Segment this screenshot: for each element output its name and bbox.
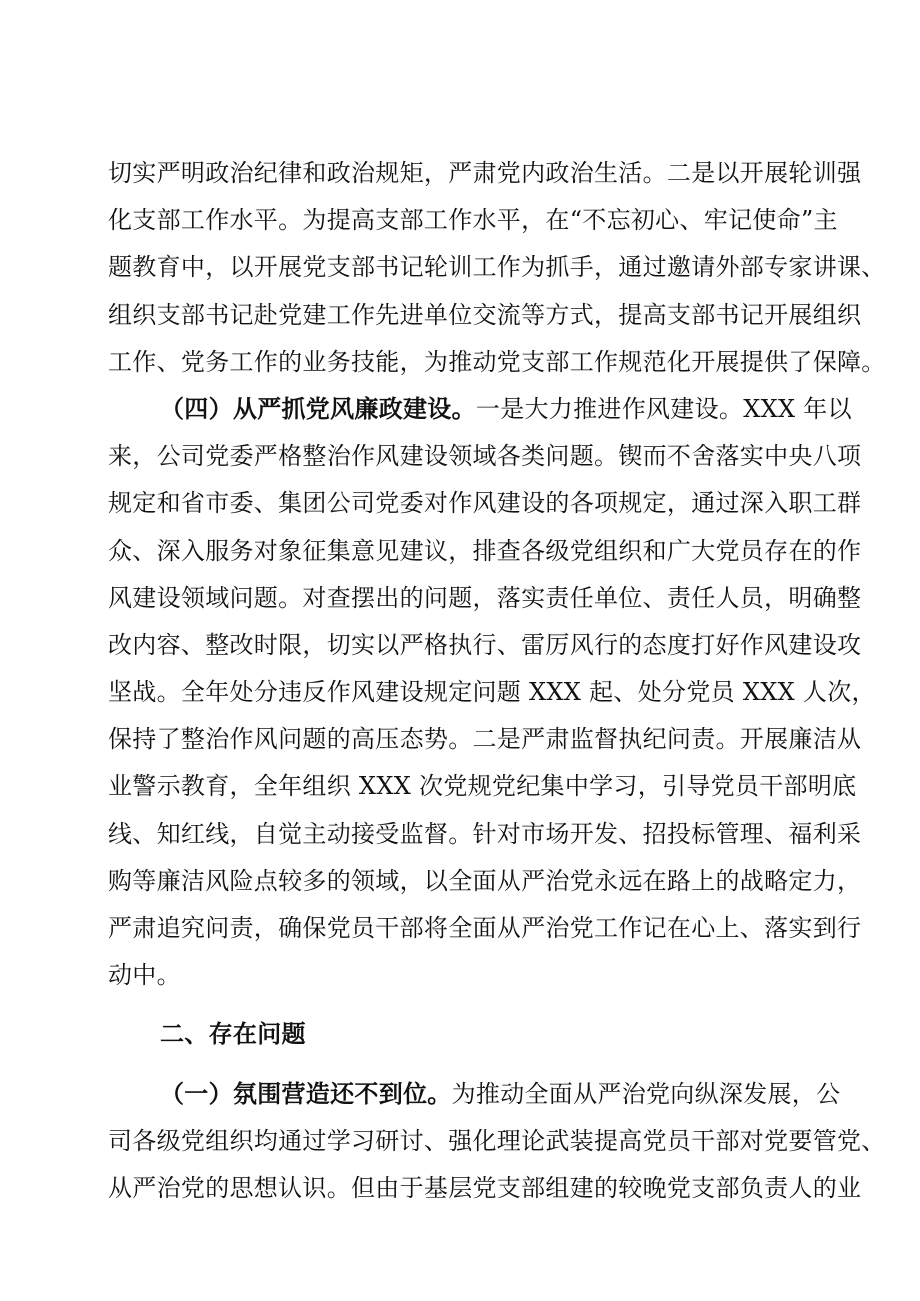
text-line: 动中。 (108, 961, 181, 990)
text-line: 工作、党务工作的业务技能，为推动党支部工作规范化开展提供了保障。 (108, 347, 886, 376)
text-line: 风建设领域问题。对查摆出的问题，落实责任单位、责任人员，明确整 (108, 583, 862, 612)
text-line: 线、知红线，自觉主动接受监督。针对市场开发、招投标管理、福利采 (108, 819, 862, 848)
document-body (108, 150, 886, 1212)
paragraph-heading: （一）氛围营造还不到位。 (160, 1079, 452, 1108)
paragraph-text: 一是大力推进作风建设。XXX 年以 (475, 394, 852, 423)
paragraph-text: 为推动全面从严治党向纵深发展，公 (451, 1079, 841, 1108)
text-line: 规定和省市委、集团公司党委对作风建设的各项规定，通过深入职工群 (108, 489, 862, 518)
text-line: 改内容、整改时限，切实以严格执行、雷厉风行的态度打好作风建设攻 (108, 630, 862, 659)
text-line: 坚战。全年处分违反作风建设规定问题 XXX 起、处分党员 XXX 人次， (108, 678, 876, 707)
text-line: 切实严明政治纪律和政治规矩，严肃党内政治生活。二是以开展轮训强 (108, 159, 862, 187)
text-line: 司各级党组织均通过学习研讨、强化理论武装提高党员干部对党要管党、 (108, 1126, 886, 1155)
text-line: 保持了整治作风问题的高压态势。二是严肃监督执纪问责。开展廉洁从 (108, 725, 862, 754)
text-line: 从严治党的思想认识。但由于基层党支部组建的较晚党支部负责人的业 (108, 1173, 862, 1202)
section-title: 二、存在问题 (160, 1020, 306, 1049)
text-line: 购等廉洁风险点较多的领域，以全面从严治党永远在路上的战略定力， (108, 866, 862, 895)
paragraph-heading: （四）从严抓党风廉政建设。 (160, 394, 476, 423)
text-line: 众、深入服务对象征集意见建议，排查各级党组织和广大党员存在的作 (108, 536, 862, 565)
text-line: 题教育中，以开展党支部书记轮训工作为抓手，通过邀请外部专家讲课、 (108, 253, 886, 282)
paragraph-first-line (108, 1071, 841, 1118)
text-line: 业警示教育，全年组织 XXX 次党规党纪集中学习，引导党员干部明底 (108, 772, 857, 801)
paragraph-integrity-building (108, 386, 876, 999)
text-line: 化支部工作水平。为提高支部工作水平，在“不忘初心、牢记使命”主 (108, 206, 838, 235)
text-line: 组织支部书记赴党建工作先进单位交流等方式，提高支部书记开展组织 (108, 300, 862, 329)
paragraph-first-line (108, 386, 852, 433)
text-line: 来，公司党委严格整治作风建设领域各类问题。锲而不舍落实中央八项 (108, 442, 862, 471)
text-line: 严肃追究问责，确保党员干部将全面从严治党工作记在心上、落实到行 (108, 914, 862, 942)
paragraph-party-branch-training (108, 150, 886, 386)
spacer (108, 1059, 820, 1071)
paragraph-atmosphere (108, 1071, 886, 1213)
spacer (108, 999, 820, 1011)
